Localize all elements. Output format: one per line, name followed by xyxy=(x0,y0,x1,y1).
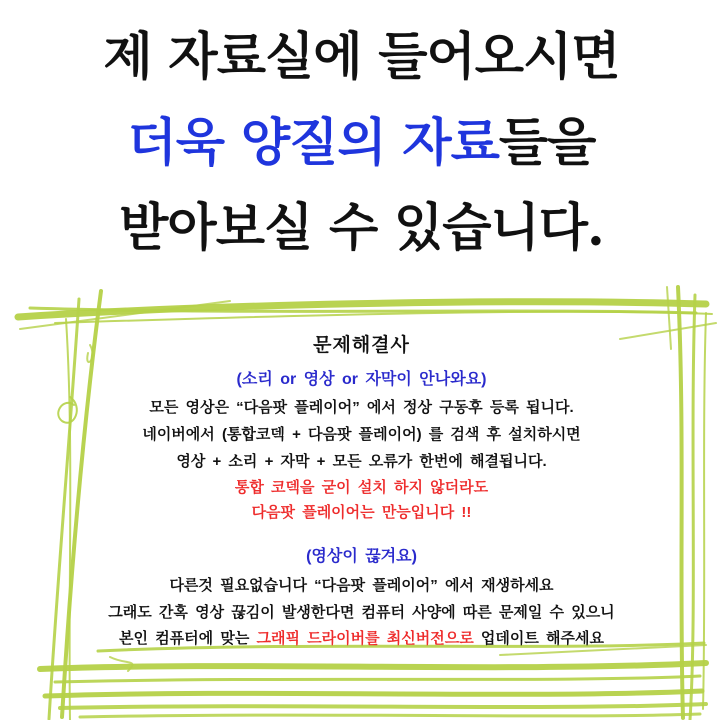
warning-line: 통합 코덱을 굳이 설치 하지 않더라도 xyxy=(234,479,489,496)
last-line-suffix: 업데이트 해주세요 xyxy=(480,630,604,647)
promo-line-2-black: 들을 xyxy=(498,113,596,173)
promo-line-1: 제 자료실에 들어오시면 xyxy=(103,27,620,87)
troubleshooter-title: 문제해결사 xyxy=(313,335,410,356)
section2-last-line xyxy=(0,628,723,650)
warning-line: 다음팟 플레이어는 만능입니다 !! xyxy=(251,504,472,521)
last-line-highlight: 그래픽 드라이버를 최신버전으로 xyxy=(256,630,474,647)
section1-heading: (소리 or 영상 or 자막이 안나와요) xyxy=(236,371,487,388)
section1-line: 모든 영상은 “다음팟 플레이어” 에서 정상 구동후 등록 됩니다. xyxy=(149,399,574,416)
promo-line-3: 받아보실 수 있습니다. xyxy=(119,198,604,258)
section2-line: 다른것 필요없습니다 “다음팟 플레이어” 에서 재생하세요 xyxy=(169,577,554,594)
promo-line-2 xyxy=(0,108,723,178)
section2-heading: (영상이 끊겨요) xyxy=(306,548,417,565)
section1-line: 영상 + 소리 + 자막 + 모든 오류가 한번에 해결됩니다. xyxy=(176,453,547,470)
promo-line-2-blue: 더욱 양질의 자료 xyxy=(127,113,499,173)
section1-line: 네이버에서 (통합코덱 + 다음팟 플레이어) 를 검색 후 설치하시면 xyxy=(142,426,581,443)
last-line-prefix: 본인 컴퓨터에 맞는 xyxy=(119,630,250,647)
section2-line: 그래도 간혹 영상 끊김이 발생한다면 컴퓨터 사양에 따른 문제일 수 있으니 xyxy=(108,604,615,621)
